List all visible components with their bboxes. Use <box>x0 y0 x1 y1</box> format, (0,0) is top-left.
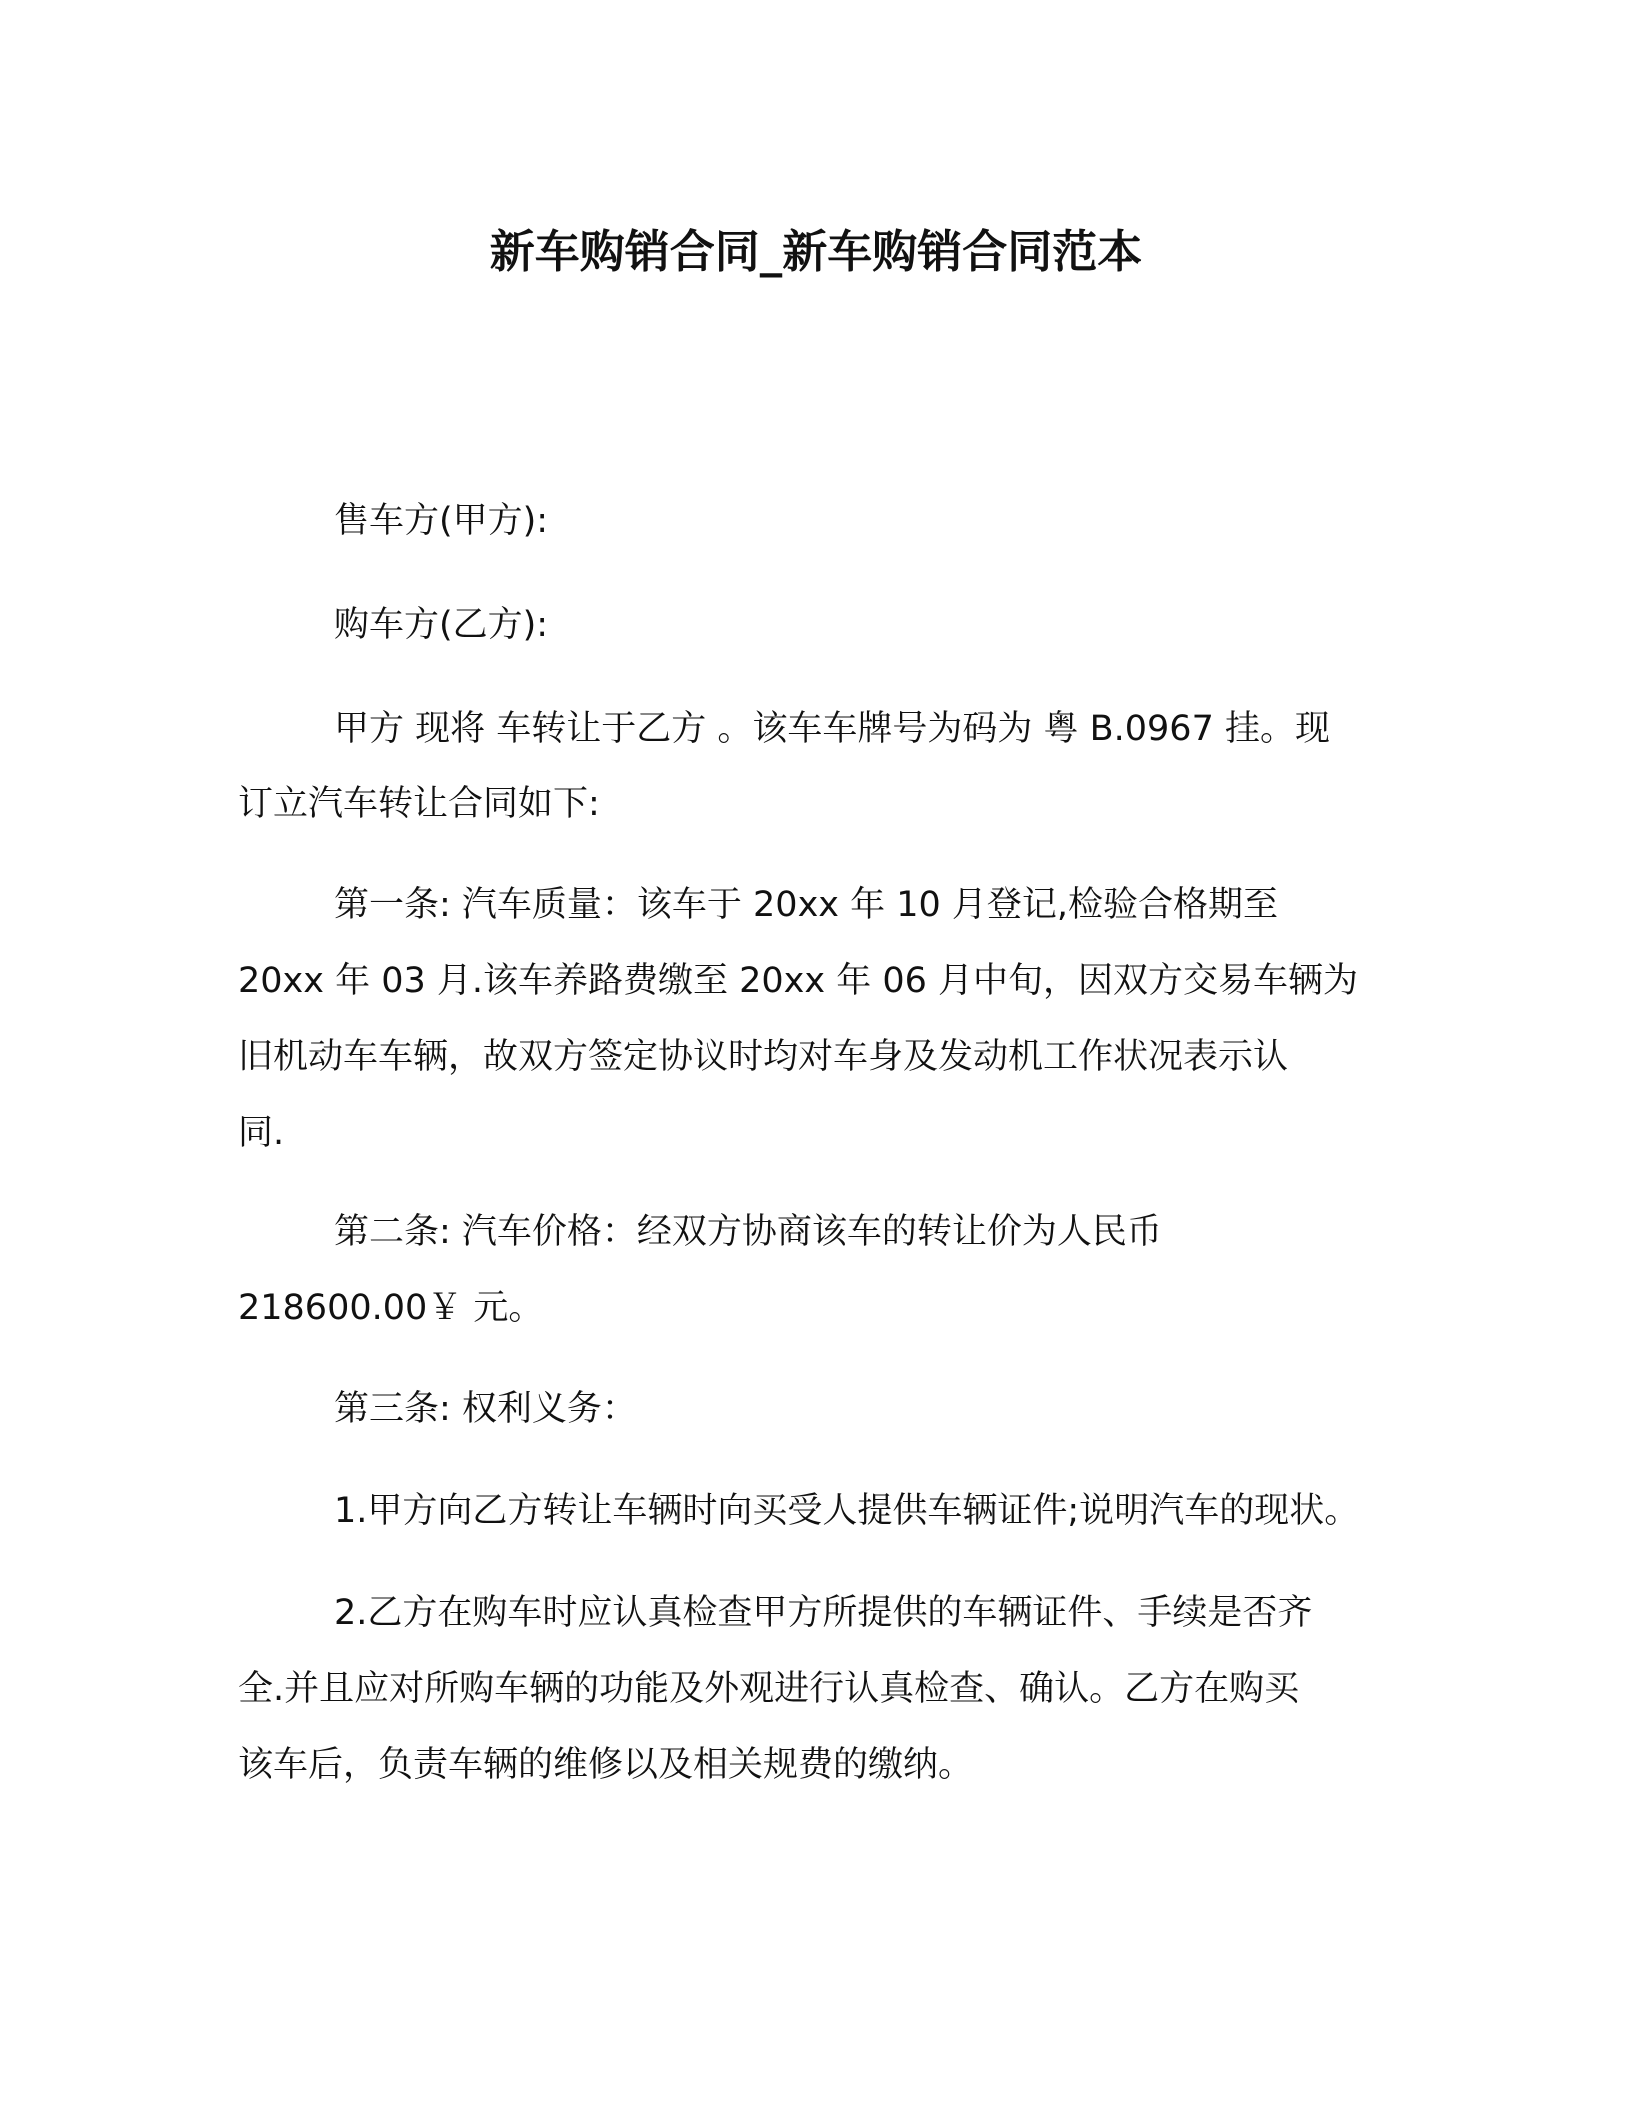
clause-2-line: 2.乙方在购车时应认真检查甲方所提供的车辆证件、手续是否齐 <box>334 1593 1313 1633</box>
article-1-line: 同. <box>238 1113 285 1153</box>
paragraph-line: 甲方 现将 车转让于乙方 。该车车牌号为码为 粤 B.0967 挂。现 <box>334 709 1330 749</box>
article-1-line: 20xx 年 03 月.该车养路费缴至 20xx 年 06 月中旬，因双方交易车辆为 <box>238 961 1359 1001</box>
document-title: 新车购销合同_新车购销合同范本 <box>489 225 1143 278</box>
article-1-line: 第一条: 汽车质量：该车于 20xx 年 10 月登记,检验合格期至 <box>334 885 1279 925</box>
article-2-line: 第二条: 汽车价格：经双方协商该车的转让价为人民币 <box>334 1212 1162 1252</box>
article-3-line: 第三条: 权利义务： <box>334 1389 637 1429</box>
seller-line: 售车方(甲方): <box>334 501 549 541</box>
clause-2-line: 该车后，负责车辆的维修以及相关规费的缴纳。 <box>238 1745 974 1785</box>
article-1-line: 旧机动车车辆，故双方签定协议时均对车身及发动机工作状况表示认 <box>238 1037 1289 1077</box>
buyer-line: 购车方(乙方): <box>334 605 549 645</box>
clause-1-line: 1.甲方向乙方转让车辆时向买受人提供车辆证件;说明汽车的现状。 <box>334 1491 1360 1531</box>
paragraph-line: 订立汽车转让合同如下: <box>238 784 600 824</box>
article-2-line: 218600.00￥ 元。 <box>238 1288 544 1328</box>
clause-2-line: 全.并且应对所购车辆的功能及外观进行认真检查、确认。乙方在购买 <box>238 1669 1300 1709</box>
